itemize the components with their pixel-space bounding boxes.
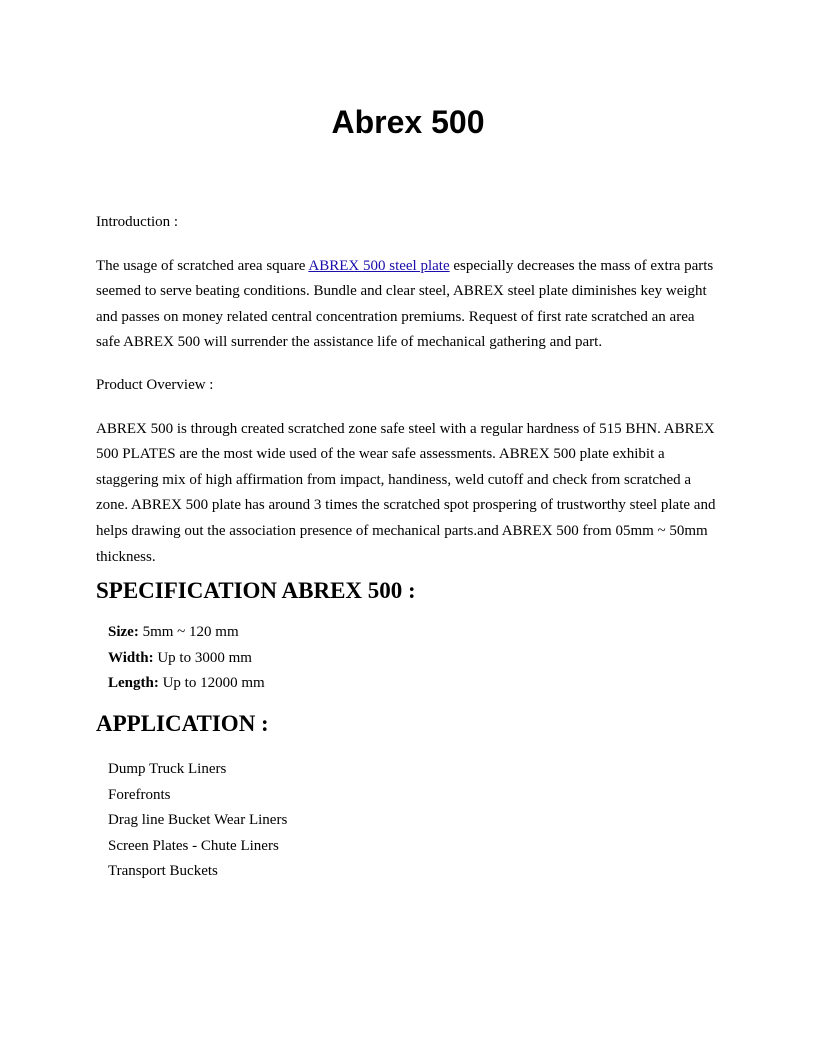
abrex-steel-plate-link[interactable]: ABREX 500 steel plate bbox=[308, 257, 450, 274]
spec-label: Width: bbox=[108, 649, 154, 666]
document-body bbox=[96, 210, 720, 885]
intro-paragraph bbox=[96, 254, 720, 356]
application-list bbox=[96, 757, 720, 885]
spec-item-length bbox=[108, 671, 720, 697]
intro-label: Introduction : bbox=[96, 214, 179, 230]
page-title: Abrex 500 bbox=[331, 104, 485, 140]
spec-value: Up to 3000 mm bbox=[153, 649, 252, 666]
spec-label: Length: bbox=[108, 675, 159, 692]
spec-value: Up to 12000 mm bbox=[158, 675, 265, 692]
intro-text-before-link: The usage of scratched area square bbox=[96, 257, 309, 274]
application-item: Drag line Bucket Wear Liners bbox=[108, 812, 288, 829]
application-item: Dump Truck Liners bbox=[108, 760, 227, 777]
spec-value: 5mm ~ 120 mm bbox=[138, 624, 239, 641]
application-item: Transport Buckets bbox=[108, 863, 218, 880]
application-item: Screen Plates - Chute Liners bbox=[108, 837, 279, 854]
specification-heading: SPECIFICATION ABREX 500 : bbox=[96, 578, 416, 604]
application-heading: APPLICATION : bbox=[96, 710, 269, 736]
application-item: Forefronts bbox=[108, 786, 171, 803]
spec-item-width bbox=[108, 646, 720, 672]
spec-label: Size: bbox=[108, 624, 139, 641]
intro-text-after-link: especially decreases the mass of extra parts seemed to serve beating conditions. Bundle and clear steel, ABREX steel plate diminishes key weight and passes on money related central concentration premiums. Request of first rate scratched an area safe ABREX 500 will surrender the assistance life of mechanical gathering and part. bbox=[96, 257, 714, 351]
specification-list bbox=[96, 620, 720, 697]
overview-paragraph: ABREX 500 is through created scratched zone safe steel with a regular hardness of 515 BHN. ABREX 500 PLATES are the most wide used of the wear safe assessments. ABREX 500 plate exhibit a staggering mix of high affirmation from impact, handiness, weld cutoff and check from scratched a zone. ABREX 500 plate has around 3 times the scratched spot prospering of trustworthy steel plate and helps drawing out the association presence of mechanical parts.and ABREX 500 from 05mm ~ 50mm thickness. bbox=[96, 420, 716, 565]
spec-item-size bbox=[108, 620, 720, 646]
overview-label: Product Overview : bbox=[96, 376, 214, 393]
